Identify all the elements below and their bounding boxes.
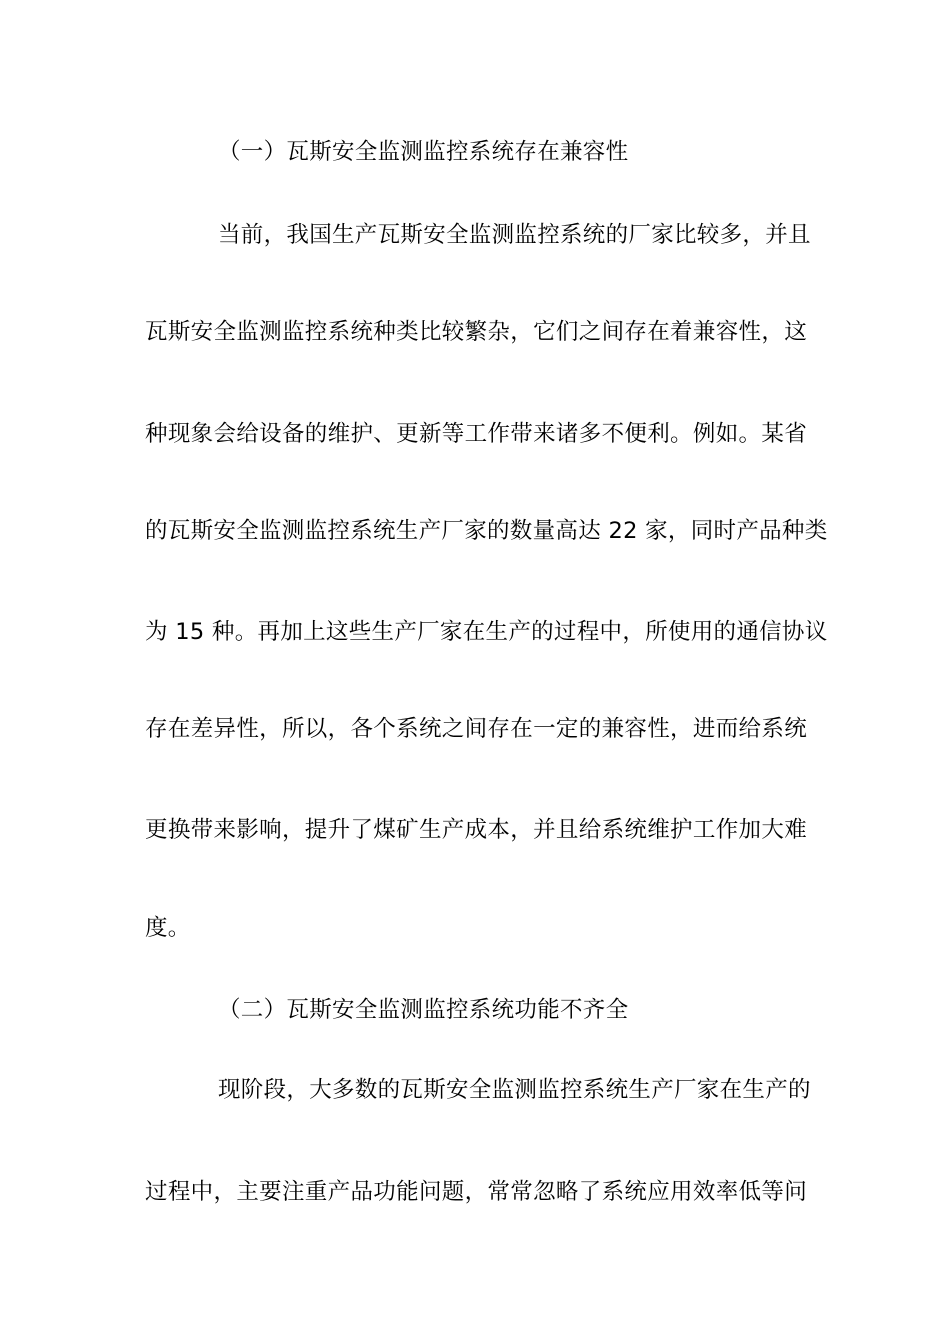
- paragraph-line: 度。: [145, 915, 191, 941]
- paragraph-line: 现阶段，大多数的瓦斯安全监测监控系统生产厂家在生产的: [218, 1077, 811, 1103]
- paragraph-line: 过程中，主要注重产品功能问题，常常忽略了系统应用效率低等问: [145, 1179, 807, 1205]
- paragraph-line: 存在差异性，所以，各个系统之间存在一定的兼容性，进而给系统: [145, 716, 807, 742]
- section-1-heading: （一）瓦斯安全监测监控系统存在兼容性: [218, 139, 629, 165]
- paragraph-line: 的瓦斯安全监测监控系统生产厂家的数量高达 22 家，同时产品种类: [145, 518, 828, 544]
- paragraph-line: 种现象会给设备的维护、更新等工作带来诸多不便利。例如。某省: [145, 421, 807, 447]
- paragraph-line: 瓦斯安全监测监控系统种类比较繁杂，它们之间存在着兼容性，这: [145, 319, 807, 345]
- section-2-heading: （二）瓦斯安全监测监控系统功能不齐全: [218, 997, 629, 1023]
- paragraph-line: 更换带来影响，提升了煤矿生产成本，并且给系统维护工作加大难: [145, 817, 807, 843]
- paragraph-line: 为 15 种。再加上这些生产厂家在生产的过程中，所使用的通信协议: [145, 619, 828, 645]
- paragraph-line: 当前，我国生产瓦斯安全监测监控系统的厂家比较多，并且: [218, 222, 811, 248]
